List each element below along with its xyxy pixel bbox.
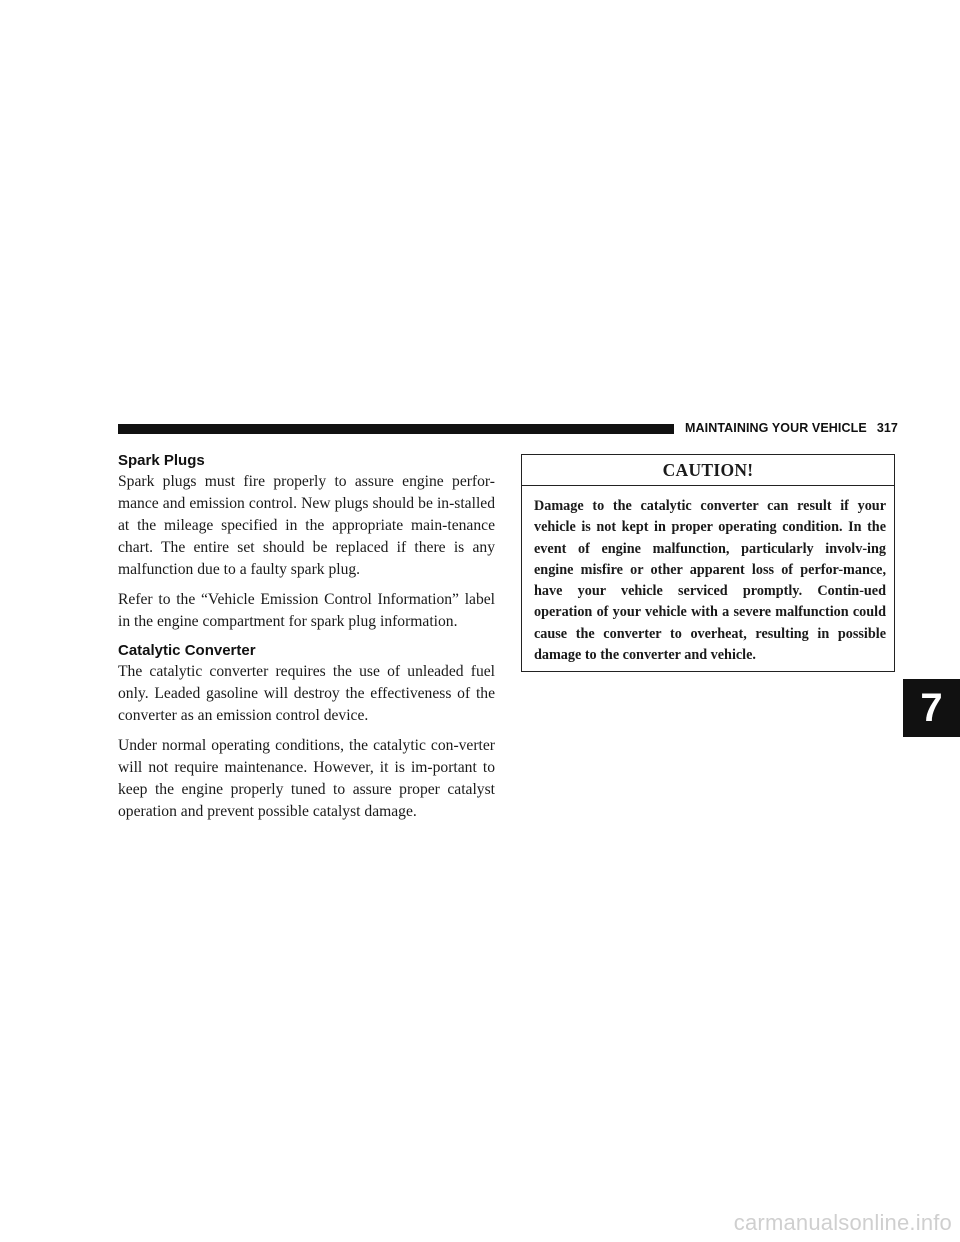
watermark: carmanualsonline.info bbox=[733, 1210, 952, 1235]
main-column bbox=[118, 451, 495, 831]
paragraph-catalytic-2: Under normal operating conditions, the catalytic con-verter will not require maintenance. However, it is im-portant to keep the engine properly tuned to assure proper catalyst operation and prevent possible catalyst damage. bbox=[118, 737, 495, 820]
caution-box bbox=[521, 454, 895, 672]
section-heading-spark-plugs: Spark Plugs bbox=[118, 452, 205, 469]
chapter-title: MAINTAINING YOUR VEHICLE bbox=[685, 421, 867, 435]
paragraph-spark-plugs-2: Refer to the “Vehicle Emission Control Information” label in the engine compartment for spark plug information. bbox=[118, 591, 495, 630]
page-number: 317 bbox=[876, 421, 898, 435]
paragraph-spark-plugs-1: Spark plugs must fire properly to assure engine perfor-mance and emission control. New plugs should be in-stalled at the mileage specified in the appropriate main-tenance chart. The entire set should be replaced if there is any malfunction due to a faulty spark plug. bbox=[118, 473, 495, 578]
running-header bbox=[685, 421, 898, 435]
section-heading-catalytic-converter: Catalytic Converter bbox=[118, 642, 256, 659]
paragraph-catalytic-1: The catalytic converter requires the use of unleaded fuel only. Leaded gasoline will destroy the effectiveness of the converter as an emission control device. bbox=[118, 663, 495, 724]
chapter-tab: 7 bbox=[903, 679, 960, 737]
caution-text: Damage to the catalytic converter can result if your vehicle is not kept in proper operating condition. In the event of engine malfunction, particularly involv-ing engine misfire or other apparent loss of perfor-mance, have your vehicle serviced promptly. Contin-ued operation of your vehicle with a severe malfunction could cause the converter to overheat, resulting in possible damage to the converter and vehicle. bbox=[534, 498, 886, 664]
caution-title: CAUTION! bbox=[522, 455, 894, 486]
header-rule bbox=[118, 424, 674, 434]
